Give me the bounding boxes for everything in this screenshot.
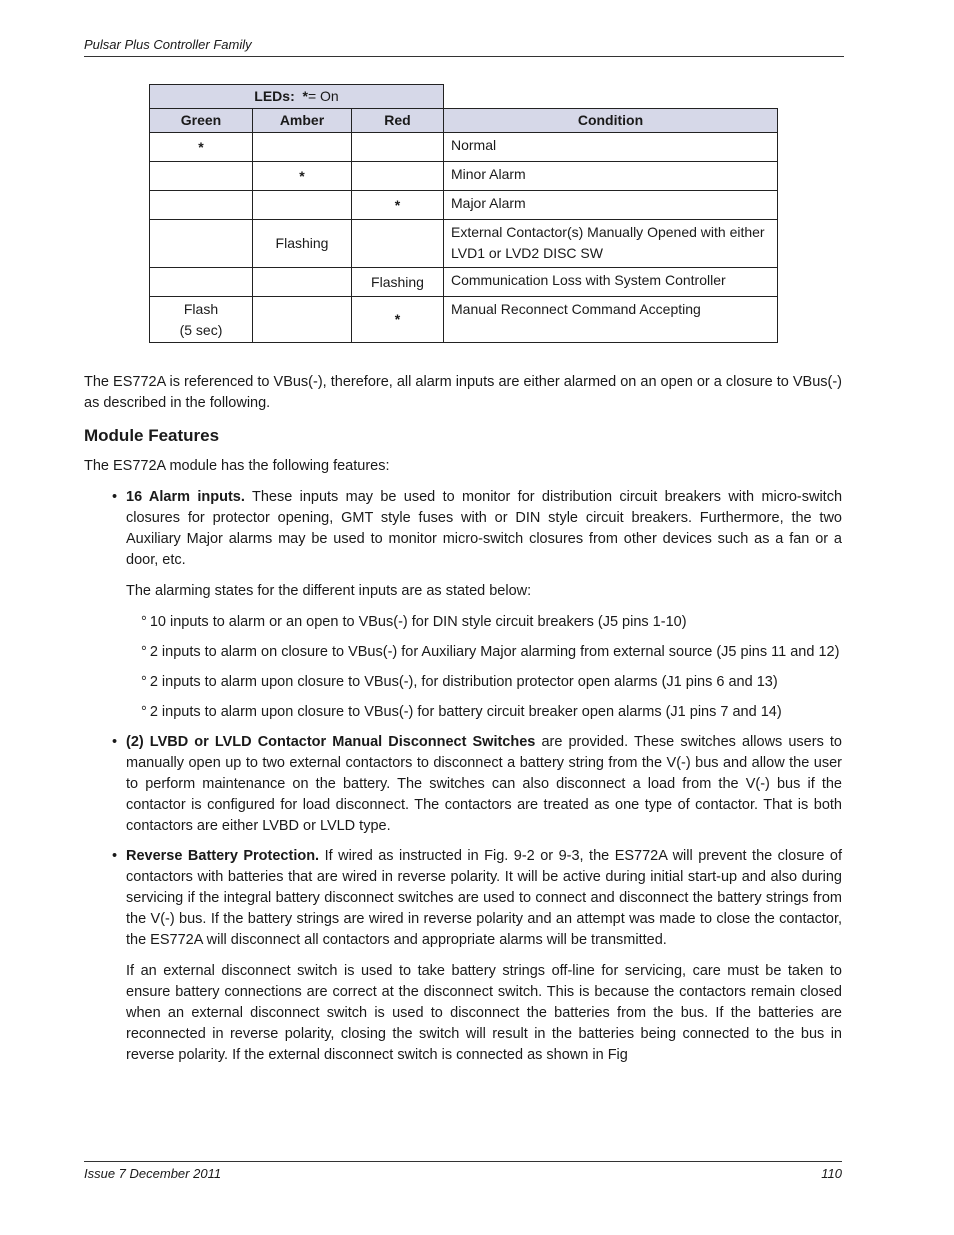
alarm-states-list: [126, 612, 842, 723]
cell-red: [352, 133, 444, 162]
table-row: [150, 133, 778, 162]
cell-green: [150, 191, 253, 220]
section-title: Module Features: [84, 426, 220, 445]
led-status-table: [149, 84, 778, 343]
list-item: [126, 642, 842, 663]
table-row: [150, 162, 778, 191]
sub-item-text: 2 inputs to alarm on closure to VBus(-) for Auxiliary Major alarming from external source (J5 pins 11 and 12): [149, 644, 840, 660]
body-content: [84, 372, 842, 1075]
bullet-icon: •: [112, 734, 118, 750]
cell-condition: External Contactor(s) Manually Opened with either LVD1 or LVD2 DISC SW: [444, 220, 778, 268]
col-amber: Amber: [253, 109, 352, 133]
bullet-text: If wired as instructed in Fig. 9-2 or 9-3, the ES772A will prevent the closure of contactors with batteries that are wired in reverse polarity. It will be active during initial start-up and also during servicing if the integral battery disconnect switches are used to connect and disconnect the battery strings from the V(-) bus. If the battery strings are wired in reverse polarity and an attempt was made to close the contactor, the ES772A will disconnect all contactors and appropriate alarms will be transmitted.: [126, 848, 842, 948]
leds-label: LEDs:: [254, 88, 295, 104]
bullet-icon: •: [112, 489, 118, 505]
cell-green: [150, 297, 253, 343]
degree-bullet-icon: °: [141, 614, 147, 630]
list-item: [84, 846, 842, 1066]
cell-amber: [253, 268, 352, 297]
cell-amber: *: [253, 162, 352, 191]
footer-issue: Issue 7 December 2011: [84, 1166, 222, 1181]
cell-red: [352, 162, 444, 191]
cell-amber: [253, 191, 352, 220]
leds-group-header: [150, 85, 444, 109]
bullet-paragraph: [126, 732, 842, 837]
list-item: [126, 612, 842, 633]
sub-item-text: 10 inputs to alarm or an open to VBus(-) for DIN style circuit breakers (J5 pins 1-10): [149, 614, 687, 630]
cell-green: [150, 162, 253, 191]
sub-item-text: 2 inputs to alarm upon closure to VBus(-), for distribution protector open alarms (J1 pins 6 and 13): [149, 674, 778, 690]
cell-red: Flashing: [352, 268, 444, 297]
col-green: Green: [150, 109, 253, 133]
features-intro: The ES772A module has the following features:: [84, 458, 390, 474]
page-header: [84, 36, 844, 57]
degree-bullet-icon: °: [141, 674, 147, 690]
list-item: [126, 702, 842, 723]
col-red: Red: [352, 109, 444, 133]
table-row: [150, 268, 778, 297]
col-condition: Condition: [444, 109, 778, 133]
bullet-bold: (2) LVBD or LVLD Contactor Manual Disconnect Switches: [126, 734, 536, 750]
cell-condition: Major Alarm: [444, 191, 778, 220]
table-row: [150, 297, 778, 343]
cell-green-line1: Flash: [183, 300, 219, 317]
degree-bullet-icon: °: [141, 704, 147, 720]
bullet-bold: Reverse Battery Protection.: [126, 848, 320, 864]
degree-bullet-icon: °: [141, 644, 147, 660]
list-item: [126, 672, 842, 693]
cell-green: [150, 220, 253, 268]
cell-red: [352, 220, 444, 268]
leds-star: *: [302, 88, 308, 104]
sub-item-text: 2 inputs to alarm upon closure to VBus(-) for battery circuit breaker open alarms (J1 pins 7 and 14): [149, 704, 782, 720]
cell-condition: Normal: [444, 133, 778, 162]
page-footer: [84, 1161, 842, 1183]
table-row: [150, 220, 778, 268]
table-header-row: [150, 109, 778, 133]
cell-green: [150, 268, 253, 297]
page-number: 110: [821, 1166, 842, 1181]
bullet-paragraph-2: If an external disconnect switch is used to take battery strings off-line for servicing, care must be taken to ensure battery connections are correct at the disconnect switch. This is because the contactors remain closed when an external disconnect switch is used to disconnect the batteries from the bus. If the batteries are reconnected in reverse polarity, closing the switch will result in the batteries being connected to the bus in reverse polarity. If the external disconnect switch is connected as shown in Fig: [126, 963, 842, 1063]
cell-green: *: [150, 133, 253, 162]
cell-green-line2: (5 sec): [179, 321, 223, 338]
bullet-paragraph: [126, 487, 842, 571]
states-intro: The alarming states for the different inputs are as stated below:: [126, 583, 532, 599]
bullet-bold: 16 Alarm inputs.: [126, 489, 245, 505]
cell-red: *: [352, 297, 444, 343]
cell-red: *: [352, 191, 444, 220]
cell-amber: [253, 133, 352, 162]
bullet-text: are provided. These switches allows users to manually open up to two external contactors to disconnect a battery string from the V(-) bus and allow the user to perform maintenance on the battery. The switches can also disconnect a load from the V(-) bus if the contactor is configured for load disconnect. The contactors are treated as one type of contactor. That is both contactors are either LVBD or LVLD type.: [126, 734, 842, 834]
cell-condition: Minor Alarm: [444, 162, 778, 191]
cell-condition: Communication Loss with System Controller: [444, 268, 778, 297]
feature-list: [84, 487, 842, 1066]
header-title: Pulsar Plus Controller Family: [84, 37, 252, 52]
cell-amber: [253, 297, 352, 343]
bullet-icon: •: [112, 848, 118, 864]
table-row: [150, 191, 778, 220]
table-group-row: [150, 85, 778, 109]
cell-amber: Flashing: [253, 220, 352, 268]
list-item: [84, 732, 842, 837]
bullet-paragraph: [126, 846, 842, 951]
intro-paragraph: The ES772A is referenced to VBus(-), therefore, all alarm inputs are either alarmed on an open or a closure to VBus(-) as described in the following.: [84, 374, 842, 411]
cell-condition: Manual Reconnect Command Accepting: [444, 297, 778, 343]
blank-cell: [444, 85, 778, 109]
bullet-text: These inputs may be used to monitor for distribution circuit breakers with micro-switch closures for protector opening, GMT style fuses with or DIN style circuit breakers. Furthermore, the two Auxiliary Major alarms may be used to monitor micro-switch closures from other devices such as a fan or a door, etc.: [126, 489, 843, 568]
list-item: [84, 487, 842, 723]
leds-on-label: = On: [307, 88, 339, 104]
